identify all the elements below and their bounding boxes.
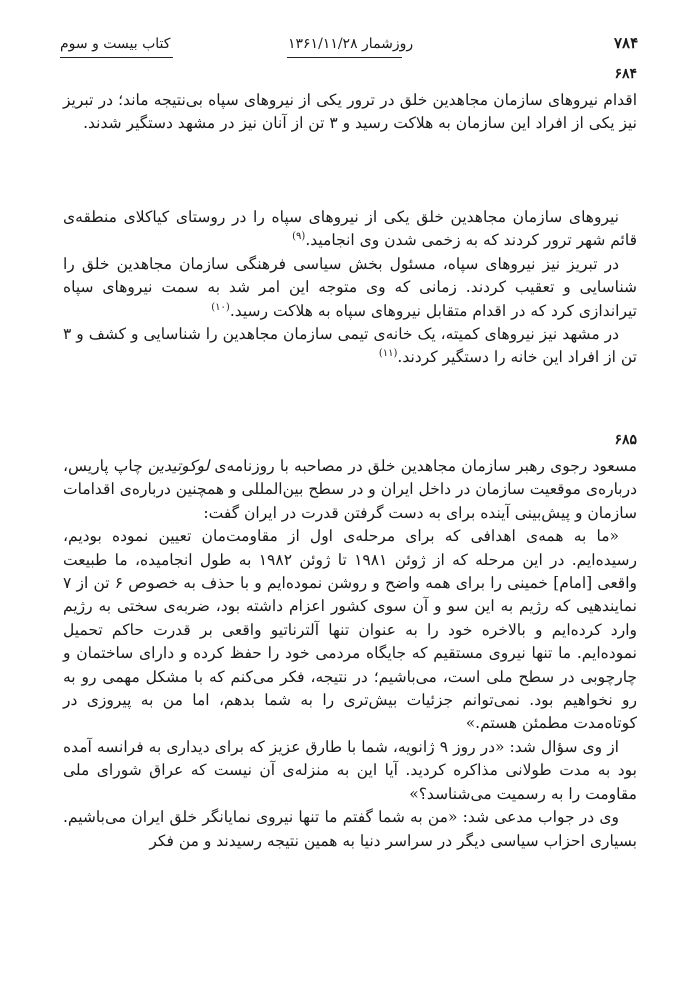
- header-rule-left: [60, 57, 173, 58]
- paragraph-text: نیروهای سازمان مجاهدین خلق یکی از نیروهای سپاه را در روستای کیاکلای منطقه‌ی قائم شهر ترور کردند که به زخمی شدن وی انجامید.: [63, 208, 637, 250]
- header-rule-middle: [287, 57, 402, 58]
- paragraph: اقدام نیروهای سازمان مجاهدین خلق در ترور یکی از نیروهای سپاه بی‌نتیجه ماند؛ در تبریز نیز یکی از افراد این سازمان به هلاکت رسید و ۳ تن از آنان نیز در مشهد دستگیر شدند.: [63, 91, 637, 133]
- running-header-book-title: کتاب بیست و سوم: [60, 36, 171, 52]
- entry-number-684: ۶۸۴: [614, 66, 637, 82]
- paragraph-text: در تبریز نیز نیروهای سپاه، مسئول بخش سیاسی فرهنگی سازمان مجاهدین خلق را شناسایی و تعقیب کردند. زمانی که وی متوجه این امر شد به سمت نیروهای سپاه تیراندازی کرد که در اقدام متقابل نیروهای سپاه به هلاکت رسید.: [63, 254, 637, 320]
- answer-paragraph: وی در جواب مدعی شد: «من به شما گفتم ما تنها نیروی نمایانگر خلق ایران می‌باشیم. بسیاری احزاب سیاسی دیگر در سراسر دنیا به همین نتیجه رسیدند و من فکر: [63, 808, 637, 850]
- paragraph: [63, 253, 637, 323]
- paragraph-text: در مشهد نیز نیروهای کمیته، یک خانه‌ی تیمی سازمان مجاهدین را شناسایی و کشف و ۳ تن از افراد این خانه را دستگیر کردند.: [63, 325, 637, 367]
- quote-paragraph: «ما به همه‌ی اهدافی که برای مرحله‌ی اول از مقاومت‌مان تعیین نموده بودیم، رسیده‌ایم. در این مرحله که از ژوئن ۱۹۸۱ تا ژوئن ۱۹۸۲ به طول انجامیده، ما طبیعت واقعی [امام] خمینی را برای همه واضح و روشن نموده‌ایم و با حذف به خصوص ۶ تن از ۷ نمایندهیی که رژیم به این سو و آن سوی کشور اعزام داشته بود، ضربه‌ی سختی به رژیم وارد کرده‌ایم و بالاخره خود را به عنوان تنها آلترناتیو واقعی بر قدرت حاکم تحمیل نموده‌ایم. ما تنها نیروی مستقیم که جایگاه مردمی خود را حفظ کرده و دارای ساختمان و چارچوبی در سطح ملی است، می‌باشیم؛ در نتیجه، فکر می‌کنم که با مشکل مهمی رو به رو نخواهیم بود. نمی‌توانم جزئیات بیش‌تری را به شما بدهم، اما من به پیروزی در کوتاه‌مدت مطمئن هستم.»: [63, 527, 638, 733]
- newspaper-name: لوکوتیدین: [147, 457, 210, 475]
- entry-684-lead-paragraph: [63, 89, 637, 136]
- page-number: ۷۸۴: [614, 34, 639, 52]
- intro-text: مسعود رجوی رهبر سازمان مجاهدین خلق در مصاحبه با روزنامه‌ی: [214, 457, 637, 475]
- paragraph: [63, 455, 637, 525]
- entry-685-body: [63, 455, 637, 853]
- footnote-marker: (۱۰): [211, 301, 230, 313]
- entry-684-details: [63, 206, 637, 370]
- entry-number-685: ۶۸۵: [614, 432, 637, 448]
- paragraph: [63, 323, 637, 370]
- running-header-diary-date: روزشمار ۱۳۶۱/۱۱/۲۸: [288, 36, 414, 52]
- intro-text-continued: چاپ پاریس، درباره‌ی موقعیت سازمان در داخل ایران و در سطح بین‌المللی و همچنین درباره‌ی اقدامات سازمان و پیش‌بینی آینده برای به دست گرفتن قدرت در ایران گفت:: [63, 457, 637, 522]
- question-paragraph: از وی سؤال شد: «در روز ۹ ژانویه، شما با طارق عزیز که برای دیداری به فرانسه آمده بود به مدت طولانی مذاکره کردید. آیا این به منزله‌ی آن نیست که عراق شورای ملی مقاومت را به رسمیت می‌شناسد؟»: [63, 737, 637, 803]
- footnote-marker: (۱۱): [378, 348, 398, 360]
- paragraph: [63, 206, 637, 253]
- footnote-marker: (۹): [292, 231, 306, 243]
